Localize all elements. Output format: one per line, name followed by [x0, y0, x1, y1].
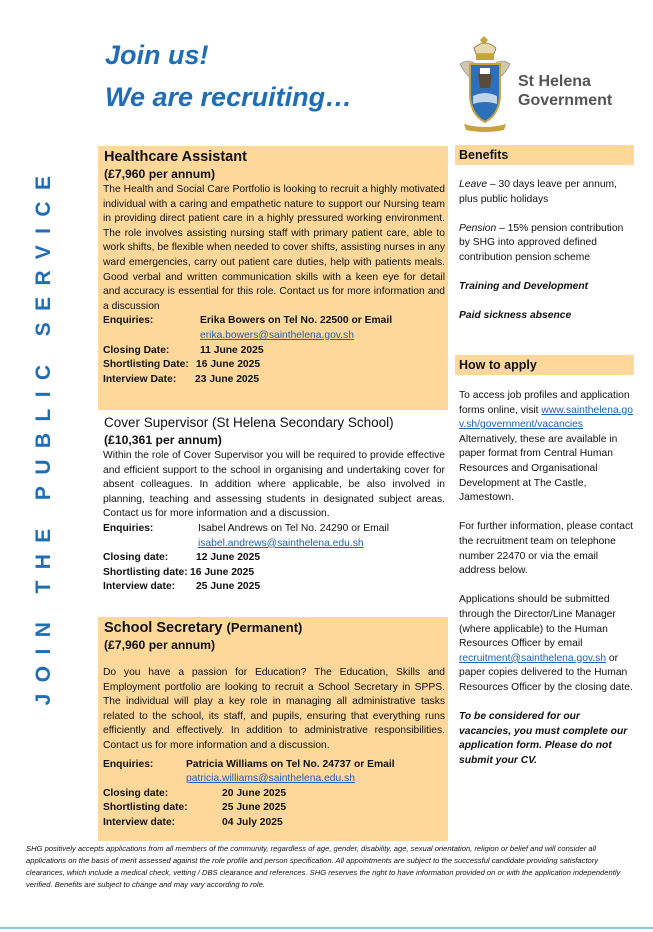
enquiries-row — [98, 314, 448, 329]
job-healthcare-assistant — [98, 146, 448, 410]
shortlisting-date: 25 June 2025 — [222, 802, 287, 814]
job-school-secretary — [98, 617, 448, 841]
side-banner — [28, 145, 60, 725]
how-to-apply-section — [455, 389, 634, 783]
leave-label: Leave — [459, 179, 488, 190]
headline-line1: Join us! — [105, 40, 209, 70]
apply-p2: For further information, please contact the recruitment team on telephone number 22470 or via the email address below. — [459, 521, 633, 577]
benefits-heading: Benefits — [455, 145, 634, 165]
job-title: Cover Supervisor (St Helena Secondary School) — [104, 415, 394, 430]
shortlisting-label: Shortlisting Date: — [103, 359, 189, 371]
coat-of-arms-icon — [454, 34, 516, 134]
benefit-training: Training and Development — [459, 281, 589, 293]
closing-date: 11 June 2025 — [200, 344, 264, 356]
job-salary: (£7,960 per annum) — [104, 167, 216, 181]
interview-label: Interview date: — [103, 816, 176, 828]
interview-label: Interview Date: — [103, 373, 177, 385]
enquiries-row — [98, 522, 448, 537]
apply-p1-after: Alternatively, these are available in paper format from Central Human Resources and Organisational Development at The Castle, Jamestown. — [459, 433, 618, 504]
closing-row — [98, 344, 448, 359]
apply-p3-before: Applications should be submitted through the Director/Line Manager (where applicable) to the Human Resources Officer by email — [459, 594, 616, 650]
closing-row — [98, 551, 448, 566]
shg-logo — [454, 34, 634, 134]
pension-text: – 15% pension contribution by SHG into approved defined contribution pension scheme — [459, 222, 624, 263]
interview-row — [98, 373, 448, 388]
apply-p4: To be considered for our vacancies, you must complete our application form. Please do not submit your CV. — [459, 711, 628, 766]
job-description: The Health and Social Care Portfolio is looking to recruit a highly motivated individual with a caring and empathetic nature to support our Nursing team in providing direct patient care in a highly pressured working environment. The role involves assisting nursing staff with primary patient care, able to work shifts, be flexible when needed to cover shifts, assisting nurses in any ward emergencies, carry out patient care duties, help with patients meals. Good verbal and written communication skills with a keen eye for detail and accuracy is essential for this role. Contact us for more information and a discussion — [103, 184, 445, 312]
closing-label: Closing date: — [103, 787, 169, 799]
job-cover-supervisor — [98, 412, 448, 616]
enquiries-label: Enquiries: — [103, 522, 154, 534]
apply-p3 — [455, 593, 634, 695]
benefit-pension — [455, 222, 634, 266]
interview-date: 04 July 2025 — [222, 816, 283, 828]
bottom-rule — [0, 927, 653, 929]
closing-row — [98, 787, 448, 802]
headline — [105, 34, 352, 118]
job-title-suffix: (Permanent) — [226, 620, 303, 635]
leave-text: – 30 days leave per annum, plus public holidays — [459, 179, 618, 205]
interview-date: 23 June 2025 — [195, 373, 260, 385]
logo-text — [518, 72, 612, 110]
job-salary: (£10,361 per annum) — [104, 433, 222, 447]
logo-line1: St Helena — [518, 73, 591, 90]
email-row — [98, 329, 448, 344]
job-salary: (£7,960 per annum) — [104, 638, 216, 652]
enquiries-label: Enquiries: — [103, 315, 154, 327]
vacancies-link[interactable]: www.sainthelena.gov.sh/government/vacancies — [459, 404, 633, 431]
interview-date: 25 June 2025 — [196, 581, 261, 593]
benefit-sickness: Paid sickness absence — [459, 310, 572, 322]
shortlisting-row — [98, 358, 448, 373]
enquiries-contact: Isabel Andrews on Tel No. 24290 or Email — [198, 522, 389, 534]
recruitment-email-link[interactable]: recruitment@sainthelena.gov.sh — [459, 652, 607, 664]
how-to-apply-heading: How to apply — [455, 355, 634, 375]
email-link[interactable]: patricia.williams@sainthelena.edu.sh — [186, 773, 355, 785]
shortlisting-label: Shortlisting date: — [103, 802, 188, 814]
shortlisting-row — [98, 566, 448, 581]
apply-p3-after: or paper copies delivered to the Human Resources Officer by the closing date. — [459, 652, 633, 693]
email-row — [98, 772, 448, 787]
enquiries-contact: Patricia Williams on Tel No. 24737 or Email — [186, 758, 395, 770]
shortlisting-date: 16 June 2025 — [196, 359, 261, 371]
benefits-section — [455, 178, 634, 339]
closing-label: Closing date: — [103, 552, 169, 564]
side-banner-text: JOIN THE PUBLIC SERVICE — [32, 164, 55, 706]
footer-disclaimer: SHG positively accepts applications from all members of the community, regardless of age, gender, disability, age, sexual orientation, religion or belief and will consider all applications on the basis of merit assessed against the role profile and person specification. All appointments are subject to the successful candidate providing satisfactory clearances, which include a medical check, vetting / DBS clearance and references. SHG reserves the right to have information provided on or with the application independently verified. Benefits are subject to change and may vary according to role. — [26, 844, 621, 889]
headline-line2: We are recruiting… — [105, 82, 353, 112]
interview-row — [98, 816, 448, 831]
apply-p1-before: To access job profiles and application forms online, visit — [459, 390, 630, 416]
enquiries-row — [98, 758, 448, 773]
shortlisting-date: 16 June 2025 — [190, 566, 255, 578]
apply-p1 — [455, 389, 634, 506]
shortlisting-label: Shortlisting date: — [103, 566, 188, 578]
job-title-text: School Secretary — [104, 620, 223, 636]
logo-line2: Government — [518, 92, 613, 109]
job-description: Do you have a passion for Education? The Education, Skills and Employment portfolio are looking to recruit a School Secretary in SPPS. The individual will play a key role in managing all administrative tasks related to the school, its staff, and pupils, ensuring that everything runs efficiently and effectively. In addition to administrative responsibilities. Contact us for more information and a discussion. — [103, 667, 445, 751]
job-title: Healthcare Assistant — [104, 149, 247, 165]
enquiries-contact: Erika Bowers on Tel No. 22500 or Email — [200, 315, 393, 327]
closing-date: 12 June 2025 — [196, 552, 261, 564]
pension-label: Pension — [459, 222, 497, 234]
shortlisting-row — [98, 801, 448, 816]
enquiries-label: Enquiries: — [103, 758, 154, 770]
email-link[interactable]: erika.bowers@sainthelena.gov.sh — [200, 329, 354, 341]
closing-date: 20 June 2025 — [222, 787, 287, 799]
interview-label: Interview date: — [103, 581, 176, 593]
closing-label: Closing Date: — [103, 344, 170, 356]
job-description: Within the role of Cover Supervisor you will be required to provide effective and efficient support to the school in organising and undertaking cover for absent colleagues. In addition where applicable, be also involved in planning, teaching and assessing students in designated subject areas. Contact us for more information and a discussion. — [103, 450, 445, 520]
interview-row — [98, 580, 448, 595]
job-title — [98, 617, 448, 637]
email-link[interactable]: isabel.andrews@sainthelena.edu.sh — [198, 537, 364, 549]
email-row — [98, 537, 448, 552]
benefit-leave — [455, 178, 634, 207]
